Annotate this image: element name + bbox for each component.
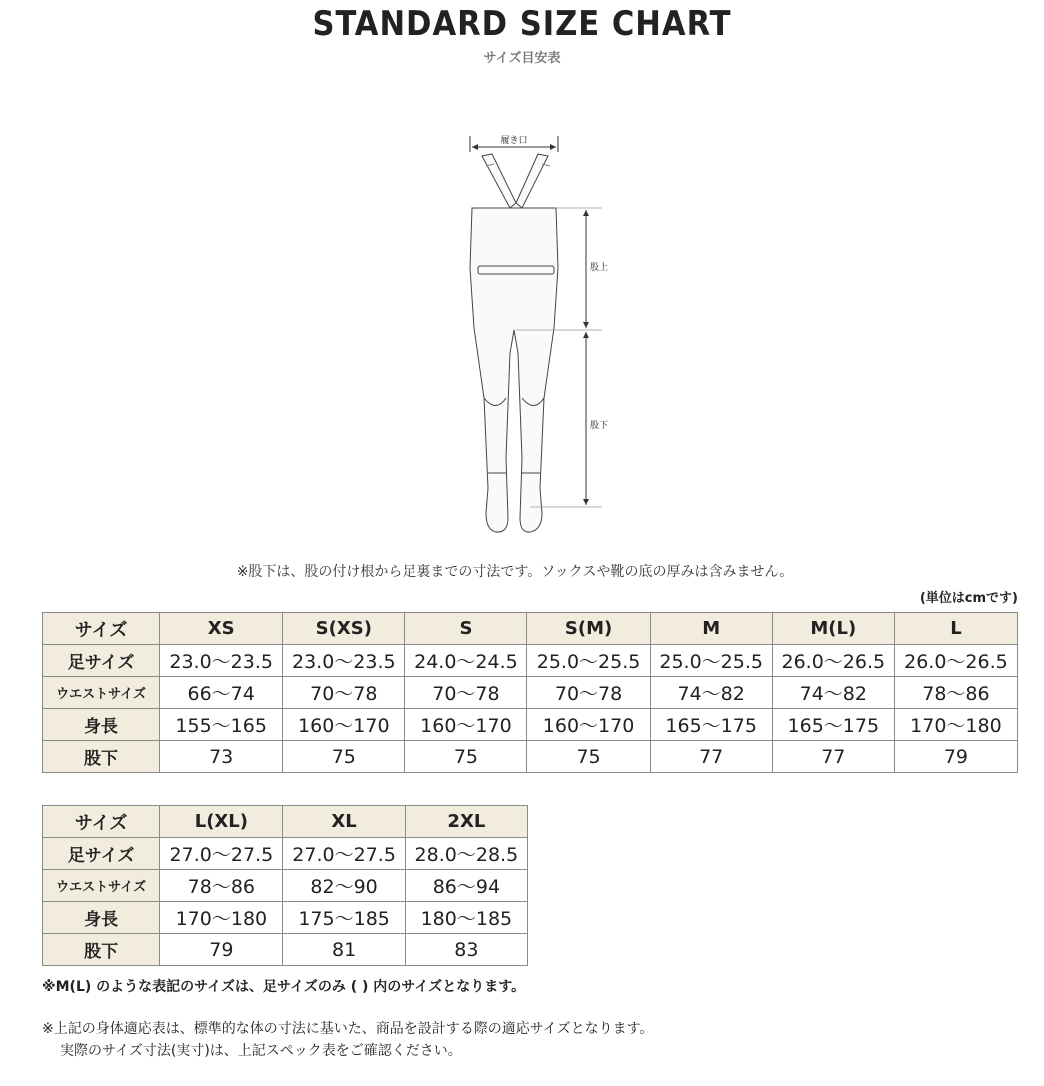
waist-cell: 70～78 — [283, 677, 405, 709]
waist-row — [43, 677, 1018, 709]
height-cell: 160～170 — [405, 709, 527, 741]
foot-cell: 23.0～23.5 — [283, 645, 405, 677]
row-label-height: 身長 — [43, 902, 160, 934]
height-cell: 175～185 — [283, 902, 405, 934]
size-row — [43, 806, 528, 838]
size-cell: L — [894, 613, 1017, 645]
foot-cell: 25.0～25.5 — [527, 645, 650, 677]
height-cell: 170～180 — [160, 902, 283, 934]
page-title: STANDARD SIZE CHART — [312, 4, 732, 44]
opening-dimension — [470, 135, 558, 152]
foot-cell: 26.0～26.5 — [894, 645, 1017, 677]
size-cell: XS — [160, 613, 283, 645]
waist-cell: 78～86 — [160, 870, 283, 902]
row-label-inseam: 股下 — [43, 741, 160, 773]
wader-diagram — [430, 128, 620, 548]
size-table-2 — [42, 805, 528, 966]
inseam-cell: 75 — [527, 741, 650, 773]
size-cell: S(M) — [527, 613, 650, 645]
waist-cell: 74～82 — [650, 677, 772, 709]
height-row — [43, 902, 528, 934]
waist-row — [43, 870, 528, 902]
ml-size-note: ※M(L) のような表記のサイズは、足サイズのみ ( ) 内のサイズとなります。 — [42, 979, 526, 995]
height-cell: 155～165 — [160, 709, 283, 741]
foot-cell: 28.0～28.5 — [405, 838, 527, 870]
inseam-cell: 75 — [283, 741, 405, 773]
waist-cell: 82～90 — [283, 870, 405, 902]
inseam-cell: 75 — [405, 741, 527, 773]
foot-cell: 23.0～23.5 — [160, 645, 283, 677]
inseam-cell: 77 — [650, 741, 772, 773]
row-label-foot: 足サイズ — [43, 645, 160, 677]
inseam-cell: 81 — [283, 934, 405, 966]
foot-row — [43, 645, 1018, 677]
height-cell: 170～180 — [894, 709, 1017, 741]
waist-cell: 86～94 — [405, 870, 527, 902]
height-cell: 165～175 — [650, 709, 772, 741]
waist-cell: 70～78 — [405, 677, 527, 709]
inseam-row — [43, 741, 1018, 773]
waist-cell: 70～78 — [527, 677, 650, 709]
size-cell: M(L) — [772, 613, 894, 645]
opening-label: 履き口 — [500, 136, 528, 146]
inseam-label: 股下 — [590, 421, 609, 431]
body-fit-note-1: ※上記の身体適応表は、標準的な体の寸法に基いた、商品を設計する際の適応サイズとなります。 — [42, 1021, 654, 1037]
body-fit-note-2: 実際のサイズ寸法(実寸)は、上記スペック表をご確認ください。 — [60, 1043, 462, 1059]
foot-cell: 27.0～27.5 — [160, 838, 283, 870]
foot-cell: 25.0～25.5 — [650, 645, 772, 677]
size-cell: S — [405, 613, 527, 645]
height-cell: 180～185 — [405, 902, 527, 934]
rise-label: 股上 — [590, 263, 609, 273]
inseam-cell: 79 — [894, 741, 1017, 773]
row-label-height: 身長 — [43, 709, 160, 741]
height-cell: 160～170 — [283, 709, 405, 741]
row-label-size: サイズ — [43, 806, 160, 838]
foot-cell: 27.0～27.5 — [283, 838, 405, 870]
size-table-1 — [42, 612, 1018, 773]
row-label-waist: ウエストサイズ — [43, 677, 160, 709]
height-cell: 165～175 — [772, 709, 894, 741]
size-cell: L(XL) — [160, 806, 283, 838]
row-label-foot: 足サイズ — [43, 838, 160, 870]
inseam-cell: 79 — [160, 934, 283, 966]
inseam-cell: 83 — [405, 934, 527, 966]
row-label-inseam: 股下 — [43, 934, 160, 966]
size-cell: S(XS) — [283, 613, 405, 645]
foot-row — [43, 838, 528, 870]
inseam-cell: 77 — [772, 741, 894, 773]
foot-cell: 26.0～26.5 — [772, 645, 894, 677]
size-row — [43, 613, 1018, 645]
unit-note: (単位はcmです) — [919, 591, 1018, 606]
inseam-cell: 73 — [160, 741, 283, 773]
size-cell: 2XL — [405, 806, 527, 838]
page-subtitle: サイズ目安表 — [483, 51, 561, 66]
foot-cell: 24.0～24.5 — [405, 645, 527, 677]
height-cell: 160～170 — [527, 709, 650, 741]
size-cell: XL — [283, 806, 405, 838]
straps — [482, 154, 550, 208]
waist-cell: 78～86 — [894, 677, 1017, 709]
inseam-row — [43, 934, 528, 966]
waist-cell: 66～74 — [160, 677, 283, 709]
row-label-size: サイズ — [43, 613, 160, 645]
waist-cell: 74～82 — [772, 677, 894, 709]
inseam-note: ※股下は、股の付け根から足裏までの寸法です。ソックスや靴の底の厚みは含みません。 — [236, 564, 794, 580]
size-cell: M — [650, 613, 772, 645]
row-label-waist: ウエストサイズ — [43, 870, 160, 902]
wader-body — [470, 208, 558, 532]
height-row — [43, 709, 1018, 741]
